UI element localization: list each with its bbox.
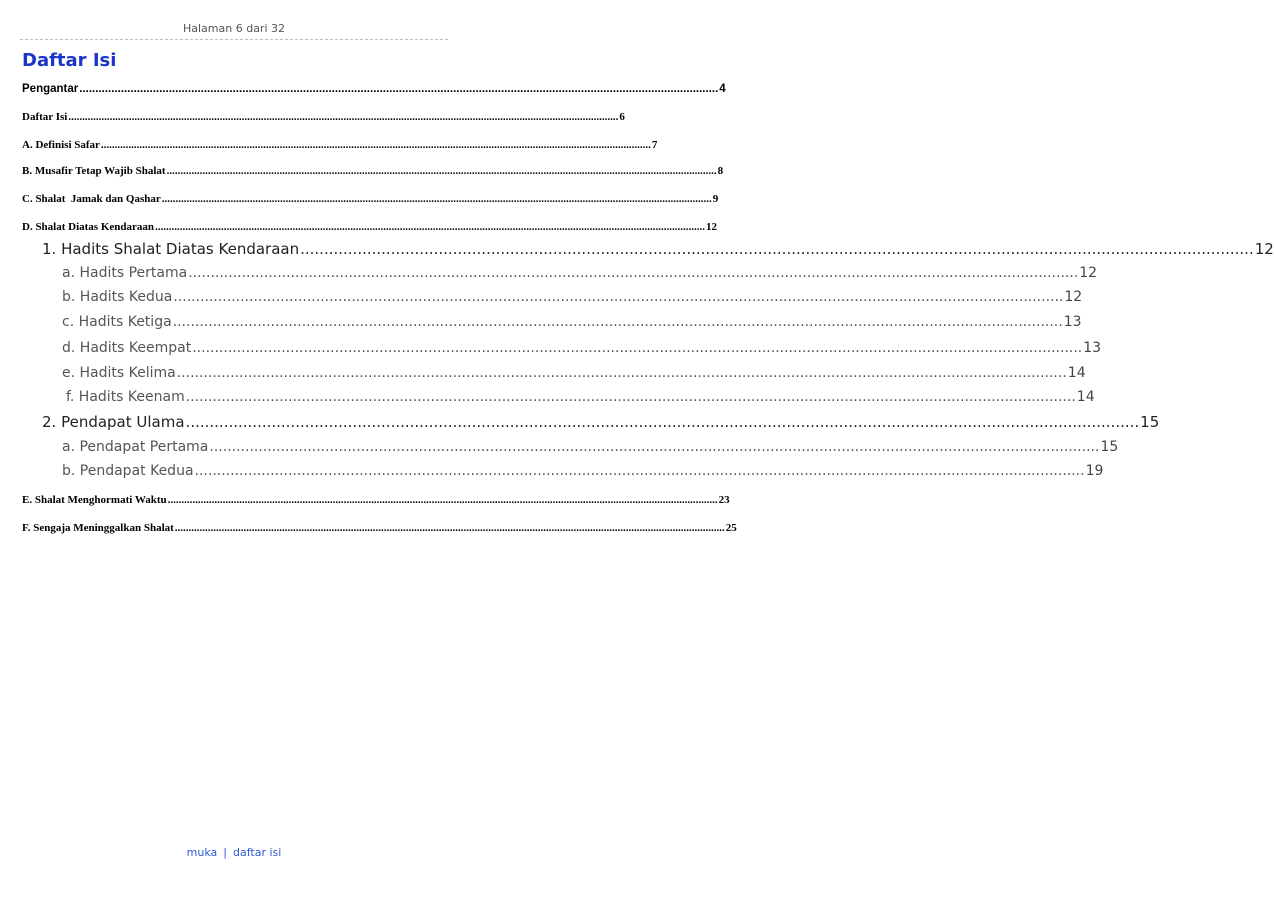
page-indicator: Halaman 6 dari 32 (182, 22, 286, 35)
toc-link[interactable]: daftar isi (233, 846, 282, 859)
toc-entry-menghormati-waktu[interactable]: E. Shalat Menghormati Waktu ........................................................................................................................................................................................................ 23 (22, 494, 730, 506)
toc-entry-daftar-isi[interactable]: Daftar Isi ........................................................................................................................................................................................................ 6 (22, 111, 625, 123)
toc-entry-jamak-qashar[interactable]: C. Shalat Jamak dan Qashar ........................................................................................................................................................................................................ 9 (22, 193, 719, 205)
toc-title: Daftar Isi (22, 50, 117, 71)
home-link[interactable]: muka (186, 846, 218, 859)
toc-entry-hadits-pertama[interactable]: a. Hadits Pertama ........................................................................................................................................................................................................ 12 (62, 265, 1098, 281)
toc-entry-hadits-keenam[interactable]: f. Hadits Keenam ........................................................................................................................................................................................................ 14 (66, 389, 1095, 405)
toc-entry-meninggalkan-shalat[interactable]: F. Sengaja Meninggalkan Shalat ........................................................................................................................................................................................................ 25 (22, 522, 737, 534)
toc-entry-hadits-keempat[interactable]: d. Hadits Keempat ........................................................................................................................................................................................................ 13 (62, 340, 1102, 356)
toc-entry-diatas-kendaraan[interactable]: D. Shalat Diatas Kendaraan ........................................................................................................................................................................................................ 12 (22, 221, 718, 233)
toc-entry-hadits-ketiga[interactable]: c. Hadits Ketiga ........................................................................................................................................................................................................ 13 (62, 314, 1082, 330)
toc-entry-definisi-safar[interactable]: A. Definisi Safar ........................................................................................................................................................................................................ 7 (22, 139, 658, 151)
toc-entry-pendapat-kedua[interactable]: b. Pendapat Kedua ........................................................................................................................................................................................................ 19 (62, 463, 1104, 479)
footer-nav (0, 846, 468, 859)
toc-entry-musafir[interactable]: B. Musafir Tetap Wajib Shalat ........................................................................................................................................................................................................ 8 (22, 165, 724, 177)
footer-separator: | (223, 846, 227, 859)
toc-entry-hadits-kelima[interactable]: e. Hadits Kelima ........................................................................................................................................................................................................ 14 (62, 365, 1086, 381)
toc-entry-hadits-kedua[interactable]: b. Hadits Kedua ........................................................................................................................................................................................................ 12 (62, 289, 1083, 305)
header-divider (20, 39, 448, 40)
toc-entry-pengantar[interactable]: Pengantar ........................................................................................................................................................................................................ 4 (22, 83, 726, 95)
toc-entry-pendapat-pertama[interactable]: a. Pendapat Pertama ........................................................................................................................................................................................................ 15 (62, 439, 1119, 455)
toc-entry-pendapat-ulama[interactable]: 2. Pendapat Ulama ........................................................................................................................................................................................................ 15 (42, 413, 1160, 431)
toc-entry-hadits-shalat[interactable]: 1. Hadits Shalat Diatas Kendaraan ........................................................................................................................................................................................................ 12 (42, 240, 1274, 258)
